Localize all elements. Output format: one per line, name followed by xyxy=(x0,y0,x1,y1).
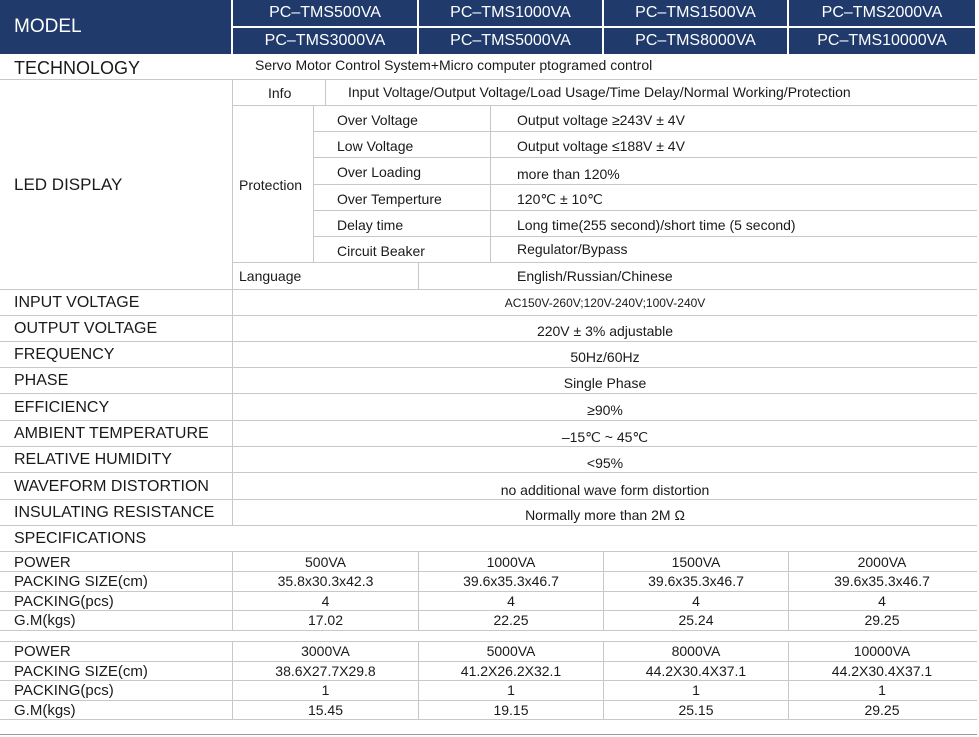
spec-row-label: G.M(kgs) xyxy=(14,612,76,629)
language-value: English/Russian/Chinese xyxy=(517,268,673,284)
spec-row-label: G.M(kgs) xyxy=(14,702,76,719)
row-value: 220V ± 3% adjustable xyxy=(536,323,674,339)
model-header xyxy=(0,0,231,54)
protection-item-name: Over Temperture xyxy=(337,191,442,207)
technology-value: Servo Motor Control System+Micro computer ptogramed control xyxy=(255,57,653,73)
spec-row xyxy=(0,394,977,421)
row-value: ≥90% xyxy=(587,402,623,418)
technology-label: TECHNOLOGY xyxy=(14,58,141,78)
bottom-rule xyxy=(0,734,977,735)
protection-label: Protection xyxy=(239,177,303,193)
row-label: WAVEFORM DISTORTION xyxy=(14,478,209,495)
divider xyxy=(0,571,977,572)
spec-cell: 1 xyxy=(321,682,330,698)
spec-row xyxy=(0,368,977,394)
row-value: 50Hz/60Hz xyxy=(570,349,640,365)
row-value: –15℃ ~ 45℃ xyxy=(561,429,649,445)
spec-cell: 500VA xyxy=(305,554,346,570)
spec-cell: 1 xyxy=(692,682,700,698)
spec-cell: 29.25 xyxy=(864,702,900,718)
spec-row xyxy=(0,421,977,447)
row-label: INSULATING RESISTANCE xyxy=(14,504,215,521)
divider xyxy=(418,262,419,289)
protection-item-value: 120℃ ± 10℃ xyxy=(517,191,603,207)
spec-row xyxy=(0,342,977,368)
divider xyxy=(232,79,233,289)
model-cell: PC–TMS5000VA xyxy=(419,28,602,54)
spec-cell: 10000VA xyxy=(853,643,911,659)
spec-cell: 17.02 xyxy=(307,612,344,628)
spec-row xyxy=(0,500,977,526)
spec-cell: 15.45 xyxy=(307,702,344,718)
spec-cell: 39.6x35.3x46.7 xyxy=(834,573,930,589)
protection-item-name: Low Voltage xyxy=(337,138,414,154)
spec-cell: 2000VA xyxy=(857,554,907,570)
model-cell: PC–TMS8000VA xyxy=(604,28,787,54)
spec-cell: 3000VA xyxy=(301,643,350,659)
spec-row-label: PACKING(pcs) xyxy=(14,593,114,610)
spec-cell: 25.24 xyxy=(678,612,714,628)
row-value: no additional wave form distortion xyxy=(500,482,710,498)
model-cell: PC–TMS1000VA xyxy=(419,0,602,26)
spec-row xyxy=(0,290,977,316)
spec-row-label: POWER xyxy=(14,643,71,660)
led-display-label: LED DISPLAY xyxy=(14,175,123,194)
divider xyxy=(0,719,977,720)
spec-row xyxy=(0,447,977,473)
spec-cell: 4 xyxy=(692,593,700,609)
divider xyxy=(0,610,977,611)
row-label: OUTPUT VOLTAGE xyxy=(14,320,158,337)
spec-cell: 1500VA xyxy=(671,554,721,570)
row-label: PHASE xyxy=(14,372,69,389)
divider xyxy=(314,131,977,132)
divider xyxy=(314,210,977,211)
divider xyxy=(233,105,977,106)
spec-cell: 44.2X30.4X37.1 xyxy=(645,663,747,679)
spec-cell: 4 xyxy=(321,593,330,609)
row-label: EFFICIENCY xyxy=(14,399,110,416)
divider xyxy=(314,236,977,237)
model-cell: PC–TMS10000VA xyxy=(789,28,975,54)
protection-item-value: more than 120% xyxy=(517,166,620,182)
spec-cell: 29.25 xyxy=(864,612,900,628)
spec-row xyxy=(0,473,977,500)
protection-item-value: Output voltage ≤188V ± 4V xyxy=(517,138,685,154)
spec-cell: 22.25 xyxy=(493,612,529,628)
divider xyxy=(0,591,977,592)
protection-item-name: Over Loading xyxy=(337,164,422,180)
row-value: AC150V-260V;120V-240V;100V-240V xyxy=(504,296,706,310)
row-label: RELATIVE HUMIDITY xyxy=(14,451,172,468)
protection-item-name: Over Voltage xyxy=(337,112,418,128)
model-cell: PC–TMS500VA xyxy=(233,0,417,26)
model-label: MODEL xyxy=(14,16,82,37)
divider xyxy=(233,262,977,263)
specifications-row xyxy=(0,526,977,552)
spec-cell: 5000VA xyxy=(486,643,536,659)
model-cell: PC–TMS1500VA xyxy=(604,0,787,26)
spec-row-label: POWER xyxy=(14,554,71,571)
protection-item-name: Circuit Beaker xyxy=(337,243,425,259)
row-value: Single Phase xyxy=(563,375,647,391)
language-label: Language xyxy=(239,268,302,284)
spec-cell: 1000VA xyxy=(486,554,536,570)
spec-cell: 4 xyxy=(507,593,515,609)
spec-cell: 4 xyxy=(878,593,886,609)
model-cell: PC–TMS2000VA xyxy=(789,0,975,26)
divider xyxy=(0,641,977,642)
spec-cell: 39.6x35.3x46.7 xyxy=(463,573,559,589)
divider xyxy=(314,184,977,185)
spec-cell: 8000VA xyxy=(671,643,721,659)
row-label: FREQUENCY xyxy=(14,346,115,363)
protection-item-value: Output voltage ≥243V ± 4V xyxy=(517,112,685,128)
protection-item-name: Delay time xyxy=(337,217,404,233)
divider xyxy=(0,630,977,631)
info-value: Input Voltage/Output Voltage/Load Usage/Time Delay/Normal Working/Protection xyxy=(348,84,851,100)
spec-row-label: PACKING(pcs) xyxy=(14,682,114,699)
divider xyxy=(0,661,977,662)
row-value: <95% xyxy=(586,455,624,471)
divider xyxy=(325,79,326,105)
spec-cell: 25.15 xyxy=(678,702,714,718)
spec-cell: 35.8x30.3x42.3 xyxy=(277,573,374,589)
spec-row-label: PACKING SIZE(cm) xyxy=(14,663,148,680)
divider xyxy=(0,700,977,701)
row-label: INPUT VOLTAGE xyxy=(14,294,140,311)
row-value: Normally more than 2M Ω xyxy=(525,507,685,523)
protection-item-value: Long time(255 second)/short time (5 second) xyxy=(517,217,796,233)
spec-cell: 39.6x35.3x46.7 xyxy=(648,573,744,589)
spec-cell: 38.6X27.7X29.8 xyxy=(275,663,376,679)
protection-item-value: Regulator/Bypass xyxy=(517,241,628,257)
divider xyxy=(314,157,977,158)
spec-cell: 1 xyxy=(507,682,515,698)
specifications-label: SPECIFICATIONS xyxy=(14,530,147,547)
spec-row-label: PACKING SIZE(cm) xyxy=(14,573,148,590)
info-label: Info xyxy=(268,85,292,101)
model-cell: PC–TMS3000VA xyxy=(233,28,417,54)
spec-cell: 41.2X26.2X32.1 xyxy=(460,663,562,679)
row-label: AMBIENT TEMPERATURE xyxy=(14,425,209,442)
technology-row xyxy=(0,54,977,80)
spec-cell: 1 xyxy=(878,682,886,698)
spec-cell: 44.2X30.4X37.1 xyxy=(831,663,933,679)
spec-row xyxy=(0,316,977,342)
divider xyxy=(0,680,977,681)
spec-cell: 19.15 xyxy=(493,702,529,718)
